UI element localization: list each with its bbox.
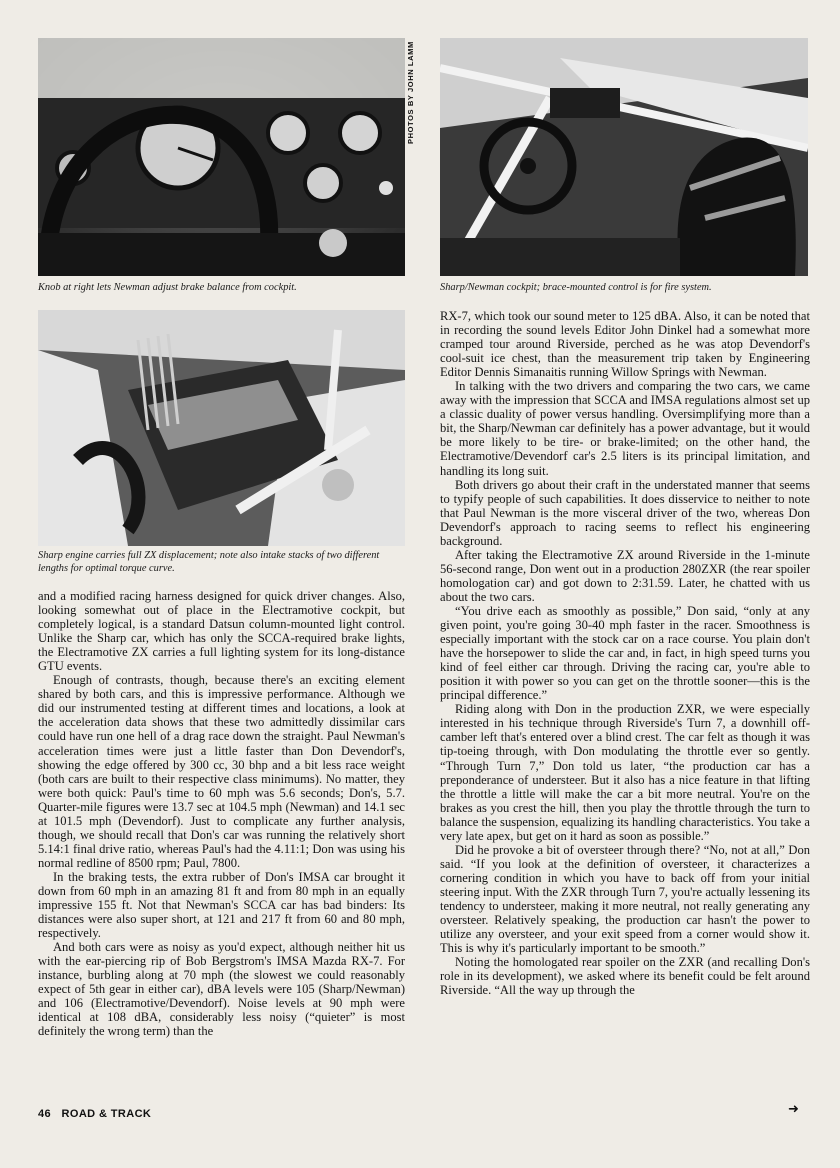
- paragraph: In talking with the two drivers and comparing the two cars, we came away with the impression that SCCA and IMSA regulations almost set up a classic duality of power versus handling. Oversimplifying more than a bit, the Sharp/Newman car definitely has a power advantage, but it would be more likely to be tire- or brake-limited; on the other hand, the Electramotive/Devendorf car's 2.5 liters is its principal limitation, and handling its long suit.: [440, 379, 810, 478]
- arrow-right-icon: ➜: [788, 1102, 799, 1117]
- page-number: 46: [38, 1108, 52, 1120]
- paragraph: Enough of contrasts, though, because there's an exciting element shared by both cars, and this is impressive performance. Although we did our instrumented testing at different times and locations, a look at the acceleration data shows that these two admittedly dissimilar cars could have run one hell of a drag race down the straight. Paul Newman's acceleration times were just a little faster than Don Devendorf's, showing the edge offered by 300 cc, 30 bhp and a bit less race weight (both cars are built to their respective class minimums). No matter, they were both quick: Paul's time to 60 mph was 5.6 seconds; Don's, 5.7. Quarter-mile figures were 13.7 sec at 104.5 mph (Newman) and 14.1 sec at 101.5 mph (Devendorf). Just to complicate any further analysis, though, we should recall that Don's car was running the relatively short 5.14:1 final drive ratio, whereas Paul's had the 4.11:1; Don was using his normal redline of 8500 rpm; Paul, 7800.: [38, 673, 405, 870]
- magazine-name: ROAD & TRACK: [61, 1108, 152, 1120]
- caption-engine: Sharp engine carries full ZX displacement; note also intake stacks of two different lengths for optimal torque curve.: [38, 550, 380, 574]
- caption-cockpit-left: Knob at right lets Newman adjust brake balance from cockpit.: [38, 282, 297, 293]
- left-column: [38, 589, 405, 1039]
- right-column: [440, 309, 810, 997]
- cockpit-seat-photo: [440, 38, 808, 276]
- photo-credit: PHOTOS BY JOHN LAMM: [406, 41, 415, 145]
- page-footer: [38, 1108, 151, 1120]
- paragraph: RX-7, which took our sound meter to 125 dBA. Also, it can be noted that in recording the sound levels Editor John Dinkel had a somewhat more cramped tour around Riverside, perched as he was atop Devendorf's cool-suit ice chest, than the measurement trip taken by Engineering Editor Dennis Simanaitis running Willow Springs with Newman.: [440, 309, 810, 380]
- engine-bay-photo: [38, 310, 405, 546]
- paragraph: Both drivers go about their craft in the understated manner that seems to typify people of such capabilities. It does disservice to neither to note that Paul Newman is the more visceral driver of the two, whereas Don Devendorf's approach to racing seems to reflect his engineering background.: [440, 477, 810, 548]
- paragraph: And both cars were as noisy as you'd expect, although neither hit us with the ear-piercing rip of Bob Bergstrom's IMSA Mazda RX-7. For instance, burbling along at 70 mph (the slowest we could reasonably expect of 5th gear in either car), dBA levels were 105 (Sharp/Newman) and 106 (Electramotive/Devendorf). Noise levels at 90 mph were identical at 108 dBA, considerably less noisy (“quieter” is most definitely the wrong term) than the: [38, 940, 405, 1039]
- caption-cockpit-right: Sharp/Newman cockpit; brace-mounted control is for fire system.: [440, 282, 712, 293]
- cockpit-dashboard-photo: [38, 38, 405, 276]
- paragraph: “You drive each as smoothly as possible,” Don said, “only at any given point, you're going 30-40 mph faster in the racer. Smoothness is especially important with the stock car on a race course. You plain don't have the horsepower to slide the car and, in fact, in high speed turns you kind of feel either car through. Driving the racing car, you're able to position it with power so you can get on the throttle sooner—this is the principal difference.”: [440, 603, 810, 703]
- paragraph: Noting the homologated rear spoiler on the ZXR (and recalling Don's role in its development), we asked where its benefit could be felt around Riverside. “All the way up through the: [440, 955, 810, 998]
- paragraph: and a modified racing harness designed for quick driver changes. Also, looking somewhat out of place in the Electramotive cockpit, but completely logical, is a standard Datsun column-mounted light control. Unlike the Sharp car, which has only the SCCA-required brake lights, the Electramotive ZX carries a full lighting system for its long-distance GTU events.: [38, 589, 405, 674]
- paragraph: Did he provoke a bit of oversteer through there? “No, not at all,” Don said. “If you look at the definition of oversteer, it characterizes a cornering condition in which you have to back off from your initial steering input. With the ZXR through Turn 7, you're actually lessening its tendency to understeer, making it more neutral, not really generating any oversteer. Relatively speaking, the production car hasn't the power to utilize any oversteer, and your exit speed from a corner would show it. This is why it's particularly important to be smooth.”: [440, 842, 810, 956]
- paragraph: Riding along with Don in the production ZXR, we were especially interested in his technique through Riverside's Turn 7, a downhill off-camber left that's entered over a blind crest. The car felt as though it was tip-toeing through, with Don modulating the throttle ever so gently. “Through Turn 7,” Don told us later, “the production car has a preponderance of understeer. But it also has a nice feature in that lifting the throttle a little will make the car a bit more neutral. You're on the brakes as you crest the hill, then you play the throttle through the turn to balance the suspension, equalizing its handling characteristics. You take a very late apex, but get on it hard as soon as possible.”: [440, 702, 810, 843]
- paragraph: After taking the Electramotive ZX around Riverside in the 1-minute 56-second range, Don went out in a production 280ZXR (the rear spoiler homologation car) and got down to 2:31.59. Later, he chatted with us about the two cars.: [440, 547, 810, 604]
- paragraph: In the braking tests, the extra rubber of Don's IMSA car brought it down from 60 mph in an amazing 81 ft and from 80 mph in an equally impressive 155 ft. Not that Newman's SCCA car has bad binders: Its distances were also super short, at 121 and 217 ft from 60 and 80 mph, respectively.: [38, 869, 405, 941]
